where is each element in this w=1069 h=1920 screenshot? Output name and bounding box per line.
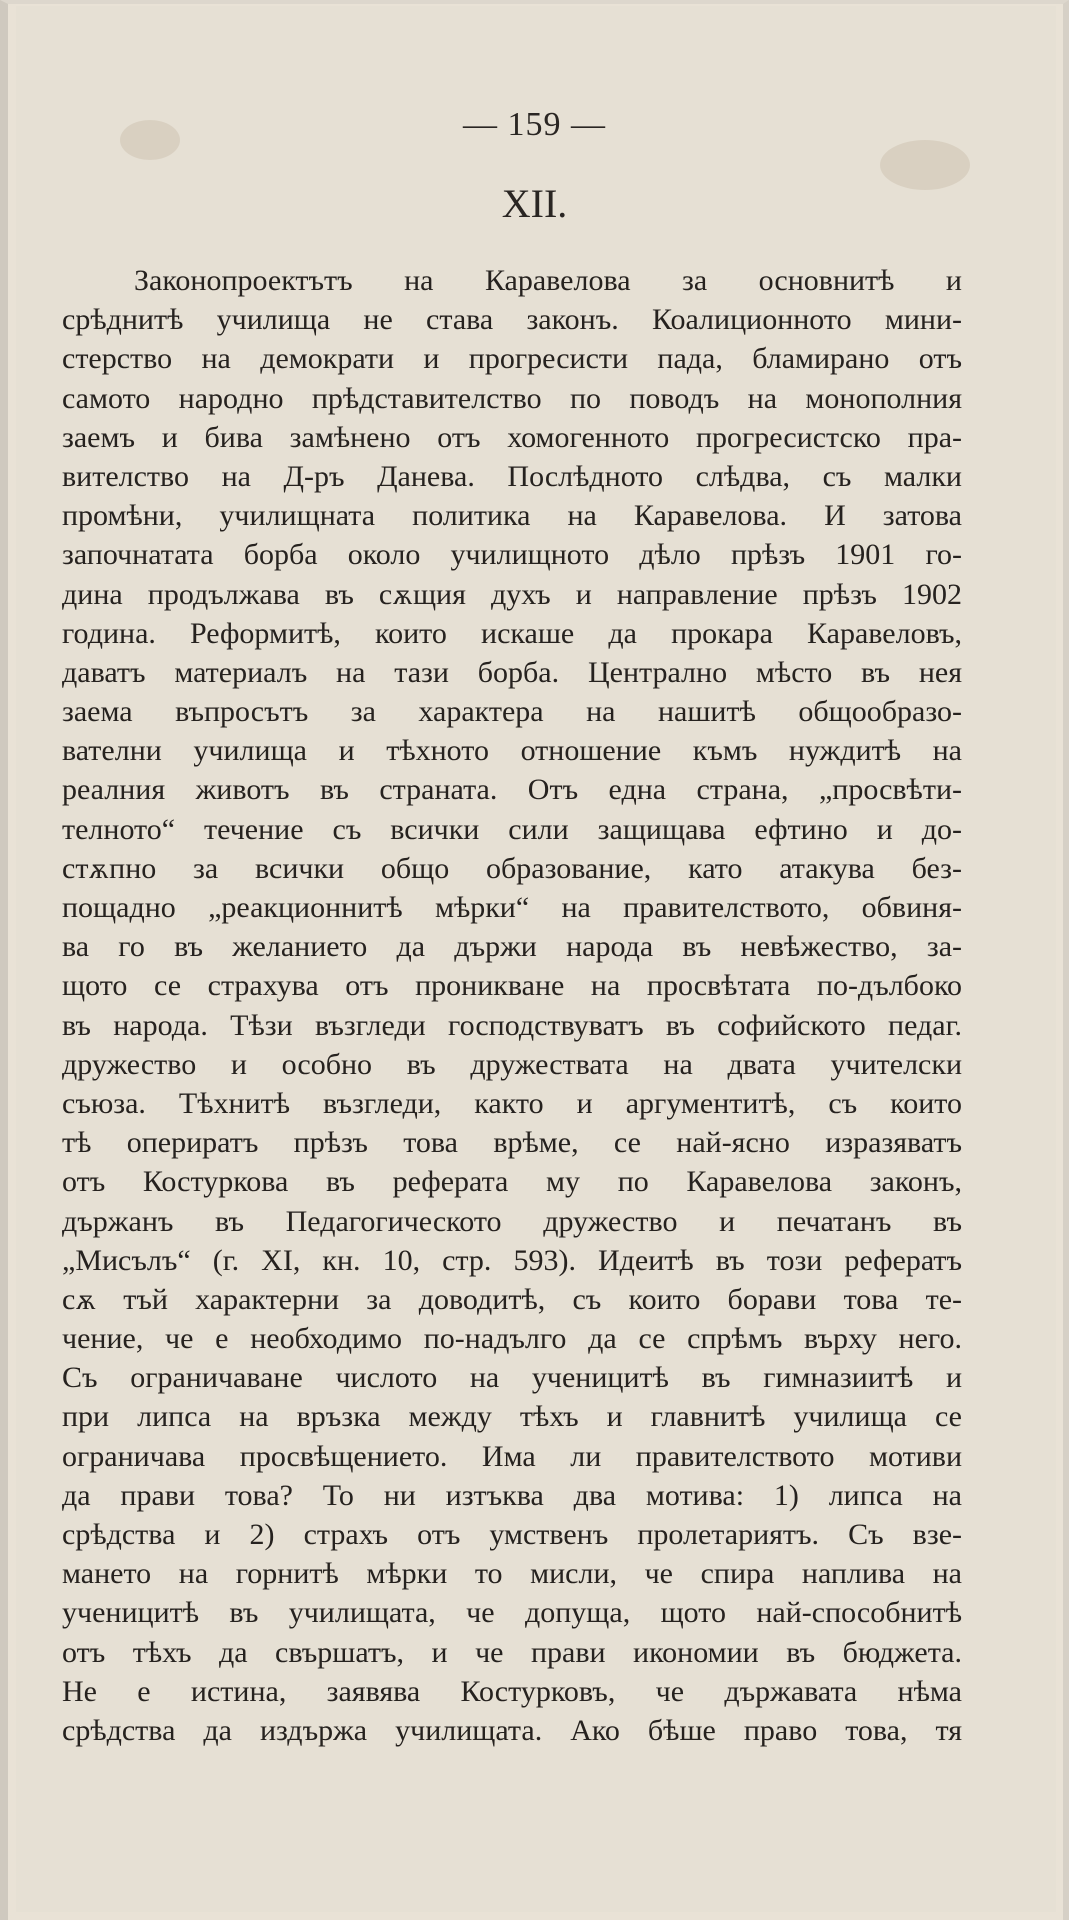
text-line: Съ ограничаване числото на ученицитѣ въ гимназиитѣ и [62,1361,962,1395]
text-line: Законопроектътъ на Каравелова за основнитѣ и [134,264,962,297]
body-text [62,261,962,1750]
text-line: заема въпросътъ за характера на нашитѣ общообразо- [62,695,962,729]
text-line: година. Реформитѣ, които искаше да прокара Каравеловъ, [62,616,962,650]
text-line: щото се страхува отъ проникване на просвѣтата по-дълбоко [62,969,962,1003]
text-line: заемъ и бива замѣнено отъ хомогенното прогресистско пра- [62,420,962,454]
text-line: манeто на горнитѣ мѣрки то мисли, че спира наплива на [62,1557,962,1591]
text-line: тѣ опериратъ прѣзъ това врѣме, се най-ясно изразяватъ [62,1126,962,1160]
text-line: отъ Костуркова въ реферата му по Каравелова законъ, [62,1165,962,1199]
text-line: ученицитѣ въ училищата, че допуща, щото най-способнитѣ [62,1596,962,1630]
text-line: промѣни, училищната политика на Каравелова. И затова [62,499,962,533]
text-line: при липса на връзка между тѣхъ и главнитѣ училища се [62,1400,962,1434]
text-line: даватъ материалъ на тази борба. Централно мѣсто въ нея [62,655,962,689]
text-line: телното“ течение съ всички сили защищава ефтино и до- [62,812,962,846]
text-line: вителство на Д-ръ Данева. Послѣдното слѣдва, съ малки [62,459,962,493]
page-number: — 159 — [463,106,606,143]
text-line: ограничава просвѣщението. Има ли правителството мотиви [62,1439,962,1473]
text-line: започнатата борба около училищното дѣло прѣзъ 1901 го- [62,538,962,572]
text-line: стерство на демократи и прогресисти пада, бламирано отъ [62,342,962,376]
text-line: срѣдства и 2) страхъ отъ умственъ пролетариятъ. Съ взе- [62,1518,962,1551]
chapter-title: XII. [501,181,568,226]
text-line: вателни училища и тѣхното отношение къмъ нуждитѣ на [62,734,962,768]
text-line: срѣдства да издържа училищата. Ако бѣше право това, тя [62,1713,962,1747]
text-line: дина продължава въ сѫщия духъ и направление прѣзъ 1902 [62,577,962,611]
text-line: чение, че е необходимо по-надълго да се спрѣмъ върху него. [62,1322,962,1356]
text-line: „Мисълъ“ (г. XI, кн. 10, стр. 593). Идеитѣ въ този рефератъ [62,1243,962,1277]
text-line: да прави това? То ни изтъква два мотива: 1) липса на [62,1478,962,1512]
text-line: въ народа. Тѣзи възгледи господствуватъ въ софийското педаг. [62,1008,962,1042]
text-line: Не е истина, заявява Костурковъ, че държавата нѣма [62,1674,962,1708]
text-line: сѫ тъй характерни за доводитѣ, съ които борави това те- [62,1282,962,1316]
text-line: самото народно прѣдставителство по поводъ на монополния [62,381,962,415]
text-line: срѣднитѣ училища не става законъ. Коалиционното мини- [62,303,962,337]
text-line: дружество и особно въ дружествата на двата учителски [62,1047,962,1081]
text-line: съюза. Тѣхнитѣ възгледи, както и аргументитѣ, съ които [62,1086,962,1120]
text-line: стѫпно за всички общо образование, като атакува без- [62,851,962,885]
text-line: реалния животъ въ страната. Отъ една страна, „просвѣти- [62,773,962,807]
text-line: ва го въ желанието да държи народа въ невѣжество, за- [62,930,962,964]
text-line: отъ тѣхъ да свършатъ, и че прави икономии въ бюджета. [62,1635,962,1669]
text-line: държанъ въ Педагогическото дружество и печатанъ въ [62,1204,962,1238]
text-line: пощадно „реакционнитѣ мѣрки“ на правителството, обвиня- [62,891,962,924]
